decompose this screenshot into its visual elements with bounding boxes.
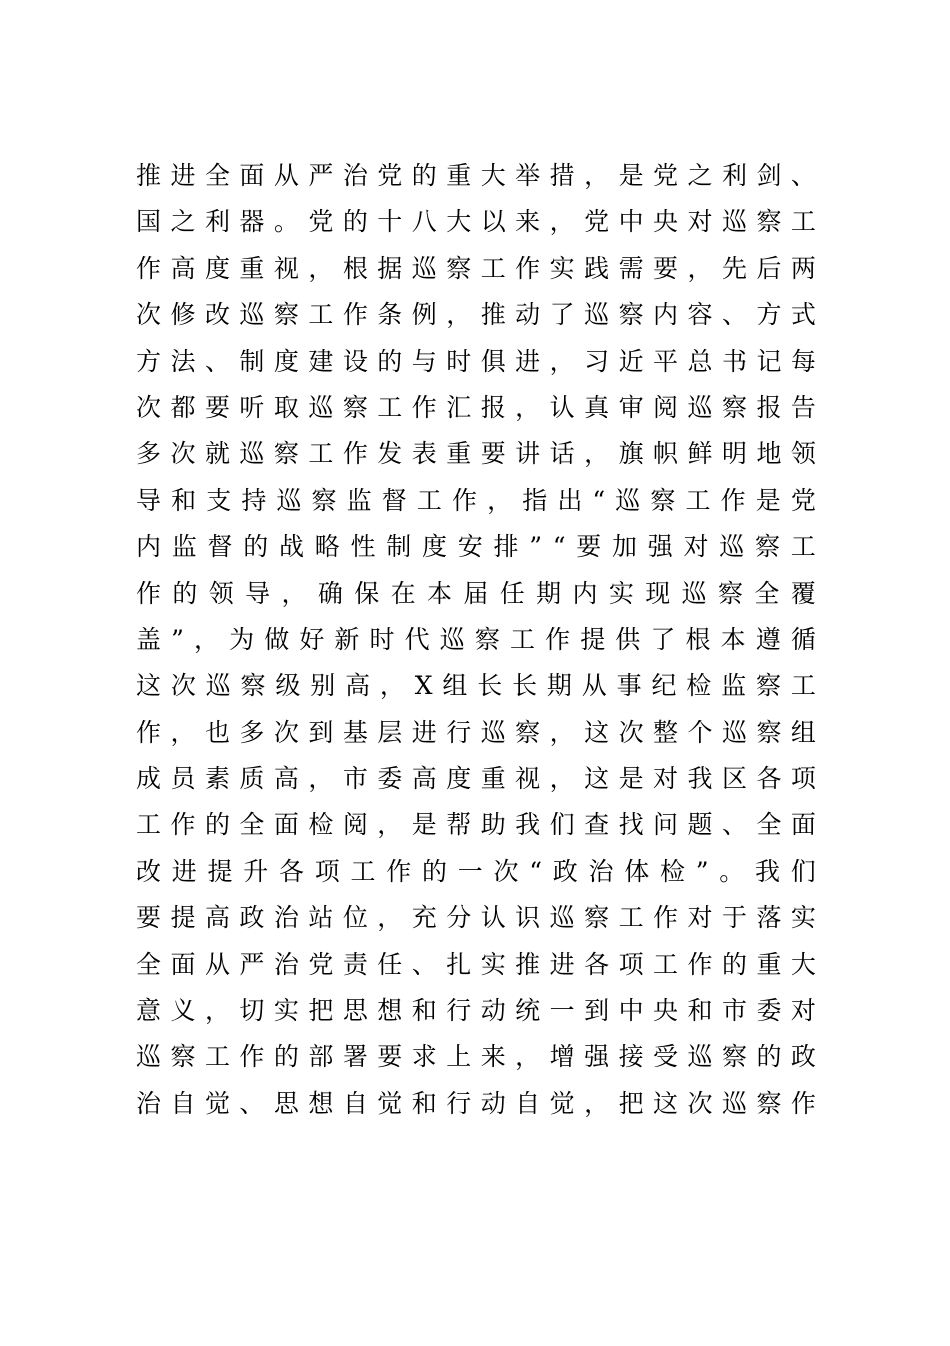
text-line: 工 作 的 全 面 检 阅 ， 是 帮 助 我 们 查 找 问 题 、 全 面	[136, 810, 816, 840]
text-line: 作 ， 也 多 次 到 基 层 进 行 巡 察 ， 这 次 整 个 巡 察 组	[136, 717, 816, 747]
text-line: 意 义 ， 切 实 把 思 想 和 行 动 统 一 到 中 央 和 市 委 对	[136, 996, 816, 1026]
text-line: 盖 ” ， 为 做 好 新 时 代 巡 察 工 作 提 供 了 根 本 遵 循	[136, 624, 816, 654]
text-line: 治 自 觉 、 思 想 自 觉 和 行 动 自 觉 ， 把 这 次 巡 察 作	[136, 1088, 816, 1118]
text-line: 推 进 全 面 从 严 治 党 的 重 大 举 措 ， 是 党 之 利 剑 、	[136, 161, 816, 190]
text-line: 次 修 改 巡 察 工 作 条 例 ， 推 动 了 巡 察 内 容 、 方 式	[136, 300, 816, 330]
text-line: 作 的 领 导 ， 确 保 在 本 届 任 期 内 实 现 巡 察 全 覆	[136, 578, 816, 608]
text-line: 作 高 度 重 视 ， 根 据 巡 察 工 作 实 践 需 要 ， 先 后 两	[136, 253, 816, 283]
text-line: 内 监 督 的 战 略 性 制 度 安 排 ” “ 要 加 强 对 巡 察 工	[136, 532, 816, 562]
text-line: 国 之 利 器 。 党 的 十 八 大 以 来 ， 党 中 央 对 巡 察 工	[136, 207, 816, 237]
text-line: 方 法 、 制 度 建 设 的 与 时 俱 进 ， 习 近 平 总 书 记 每	[136, 346, 816, 376]
text-line: 这 次 巡 察 级 别 高 ， X 组 长 长 期 从 事 纪 检 监 察 工	[136, 671, 816, 701]
text-line: 成 员 素 质 高 ， 市 委 高 度 重 视 ， 这 是 对 我 区 各 项	[136, 764, 816, 794]
text-line: 巡 察 工 作 的 部 署 要 求 上 来 ， 增 强 接 受 巡 察 的 政	[136, 1042, 816, 1072]
body-text	[136, 153, 816, 1127]
text-line: 全 面 从 严 治 党 责 任 、 扎 实 推 进 各 项 工 作 的 重 大	[136, 949, 816, 979]
text-line: 次 都 要 听 取 巡 察 工 作 汇 报 ， 认 真 审 阅 巡 察 报 告	[136, 392, 816, 422]
text-line: 要 提 高 政 治 站 位 ， 充 分 认 识 巡 察 工 作 对 于 落 实	[136, 903, 816, 933]
text-line: 导 和 支 持 巡 察 监 督 工 作 ， 指 出 “ 巡 察 工 作 是 党	[136, 485, 816, 515]
text-line: 多 次 就 巡 察 工 作 发 表 重 要 讲 话 ， 旗 帜 鲜 明 地 领	[136, 439, 816, 469]
text-line: 改 进 提 升 各 项 工 作 的 一 次 “ 政 治 体 检 ” 。 我 们	[136, 856, 816, 886]
